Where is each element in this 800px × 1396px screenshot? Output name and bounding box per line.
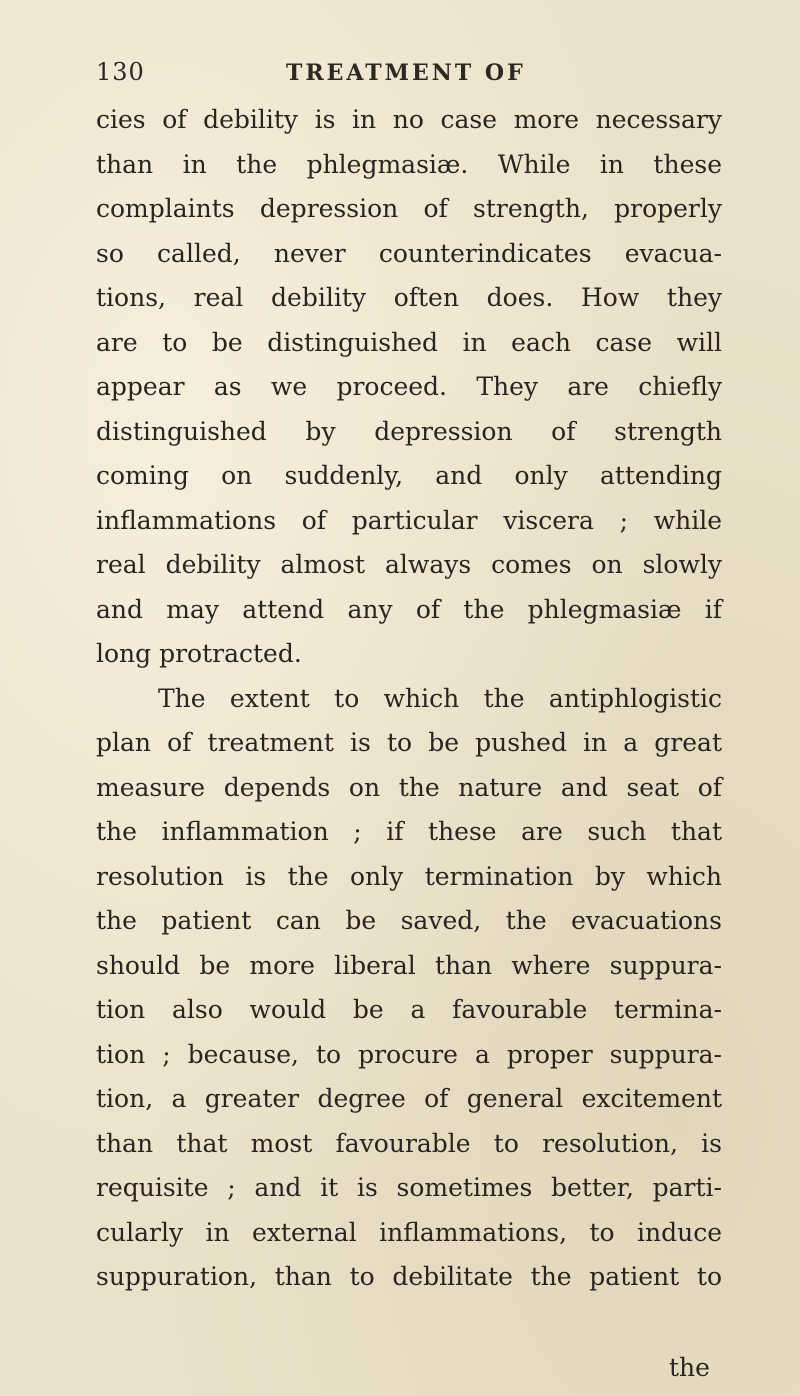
text-line: tion, a greater degree of general excitement xyxy=(96,1084,722,1113)
text-line: measure depends on the nature and seat of xyxy=(96,772,722,802)
text-line: plan of treatment is to be pushed in a great xyxy=(96,728,722,757)
text-line: cies of debility is in no case more necessary xyxy=(96,105,722,134)
paragraph-start-line: The extent to which the antiphlogistic xyxy=(158,683,722,713)
text-line: long protracted. xyxy=(96,639,302,668)
text-line: appear as we proceed. They are chiefly xyxy=(96,372,722,401)
text-line: the inflammation ; if these are such that xyxy=(96,817,722,846)
page-number: 130 xyxy=(96,58,145,86)
text-line: tions, real debility often does. How they xyxy=(96,283,722,312)
text-line: are to be distinguished in each case will xyxy=(96,327,722,357)
text-line: complaints depression of strength, properly xyxy=(96,194,722,223)
text-line: requisite ; and it is sometimes better, parti- xyxy=(96,1173,722,1202)
text-line: tion ; because, to procure a proper suppura- xyxy=(96,1039,722,1069)
text-line: distinguished by depression of strength xyxy=(96,416,722,446)
page-header xyxy=(96,58,736,98)
text-line: and may attend any of the phlegmasiæ if xyxy=(96,594,722,624)
text-line: suppuration, than to debilitate the patient to xyxy=(96,1262,722,1291)
text-line: so called, never counterindicates evacua- xyxy=(96,238,722,268)
text-line: inflammations of particular viscera ; while xyxy=(96,505,722,535)
text-line: should be more liberal than where suppura- xyxy=(96,950,722,980)
running-head: TREATMENT OF xyxy=(286,60,526,86)
text-line: real debility almost always comes on slowly xyxy=(96,550,722,579)
text-line: than that most favourable to resolution, is xyxy=(96,1128,722,1158)
text-line: coming on suddenly, and only attending xyxy=(96,461,722,490)
text-line: tion also would be a favourable termina- xyxy=(96,995,722,1024)
text-line: resolution is the only termination by which xyxy=(96,861,722,891)
text-line: the patient can be saved, the evacuations xyxy=(96,906,722,935)
text-line: than in the phlegmasiæ. While in these xyxy=(96,149,722,179)
body-text xyxy=(96,98,722,1300)
text-line: cularly in external inflammations, to induce xyxy=(96,1217,722,1247)
catchword: the xyxy=(669,1353,710,1382)
